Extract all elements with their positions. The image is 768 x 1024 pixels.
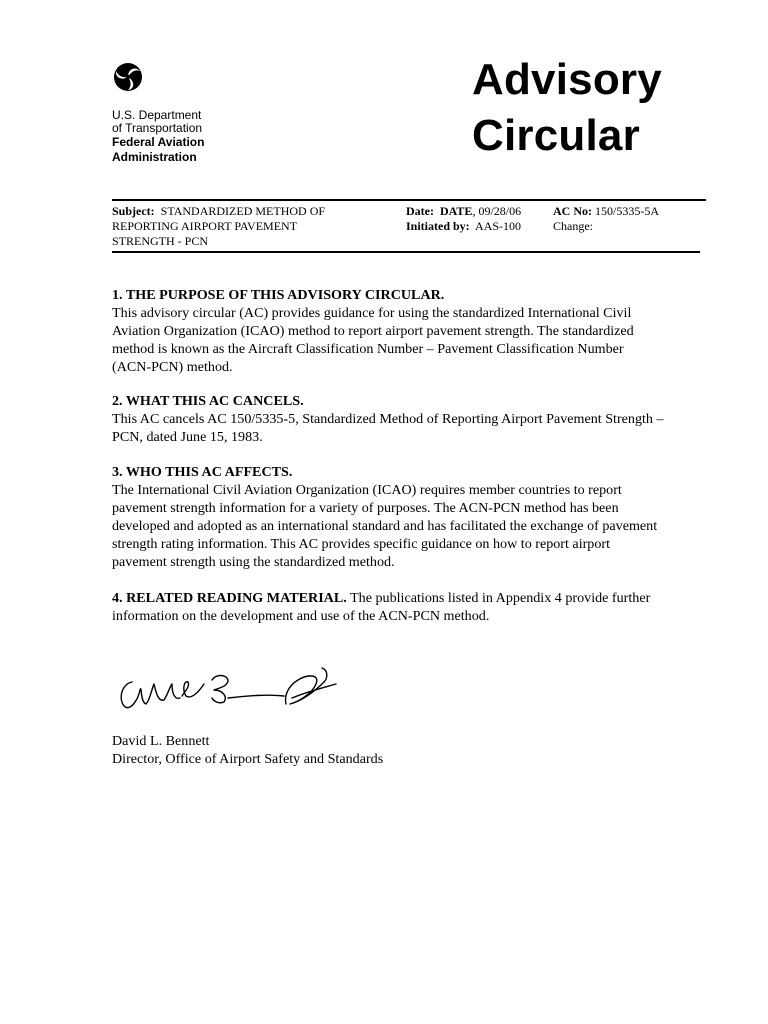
section-heading: 1. THE PURPOSE OF THIS ADVISORY CIRCULAR. xyxy=(112,287,445,303)
section-inline-text: The publications listed in Appendix 4 provide further xyxy=(346,590,651,606)
date-value-placeholder: DATE xyxy=(439,204,473,218)
initiated-label: Initiated by: xyxy=(406,219,470,233)
section-text-line: strength rating information. This AC provides specific guidance on how to report airport xyxy=(112,536,611,552)
section-text-line: developed and adopted as an international standard and has facilitated the exchange of pavement xyxy=(112,518,658,534)
handwritten-signature xyxy=(116,660,340,716)
department-line2: of Transportation xyxy=(112,121,203,135)
header-top-rule xyxy=(112,199,706,201)
date-label: Date: xyxy=(406,204,434,218)
acno-value: 150/5335-5A xyxy=(595,204,659,218)
section-related-reading xyxy=(112,589,712,625)
signer-title: Director, Office of Airport Safety and Standards xyxy=(112,751,384,767)
section-text-line: This advisory circular (AC) provides guidance for using the standardized International Civil xyxy=(112,305,632,321)
subject-line3: STRENGTH - PCN xyxy=(112,234,209,248)
subject-line2: REPORTING AIRPORT PAVEMENT xyxy=(112,219,298,233)
initiated-value: AAS-100 xyxy=(475,219,522,233)
section-text-line: PCN, dated June 15, 1983. xyxy=(112,429,263,445)
header-bottom-rule xyxy=(112,251,700,253)
section-text-line: (ACN-PCN) method. xyxy=(112,359,233,375)
change-label: Change: xyxy=(553,219,593,233)
section-text-line: The International Civil Aviation Organization (ICAO) requires member countries to report xyxy=(112,482,622,498)
acno-label: AC No: xyxy=(553,204,592,218)
doc-type-title-line1: Advisory xyxy=(472,55,662,104)
section-text-line: information on the development and use of the ACN-PCN method. xyxy=(112,608,490,624)
section-affects xyxy=(112,463,712,571)
subject-label: Subject: xyxy=(112,204,155,218)
subject-line1: STANDARDIZED METHOD OF xyxy=(160,204,326,218)
section-text-line: pavement strength using the standardized method. xyxy=(112,554,395,570)
section-heading: 3. WHO THIS AC AFFECTS. xyxy=(112,464,293,480)
section-text-line: pavement strength information for a variety of purposes. The ACN-PCN method has been xyxy=(112,500,619,516)
agency-line2: Administration xyxy=(112,150,197,164)
section-heading: 2. WHAT THIS AC CANCELS. xyxy=(112,393,304,409)
department-line1: U.S. Department xyxy=(112,108,202,122)
agency-line1: Federal Aviation xyxy=(112,135,205,149)
ac-number-block xyxy=(553,204,659,234)
section-text-line: Aviation Organization (ICAO) method to report airport pavement strength. The standardized xyxy=(112,323,634,339)
subject-block xyxy=(112,204,392,249)
date-value: , 09/28/06 xyxy=(472,204,522,218)
signer-name: David L. Bennett xyxy=(112,733,210,749)
doc-type-title-line2: Circular xyxy=(472,111,640,160)
section-text-line: This AC cancels AC 150/5335-5, Standardized Method of Reporting Airport Pavement Strength – xyxy=(112,411,664,427)
section-cancels xyxy=(112,392,712,446)
date-block xyxy=(406,204,521,234)
section-purpose xyxy=(112,286,712,376)
section-text-line: method is known as the Aircraft Classification Number – Pavement Classification Number xyxy=(112,341,624,357)
section-heading: 4. RELATED READING MATERIAL. xyxy=(112,590,347,606)
dot-logo-icon xyxy=(113,62,143,92)
